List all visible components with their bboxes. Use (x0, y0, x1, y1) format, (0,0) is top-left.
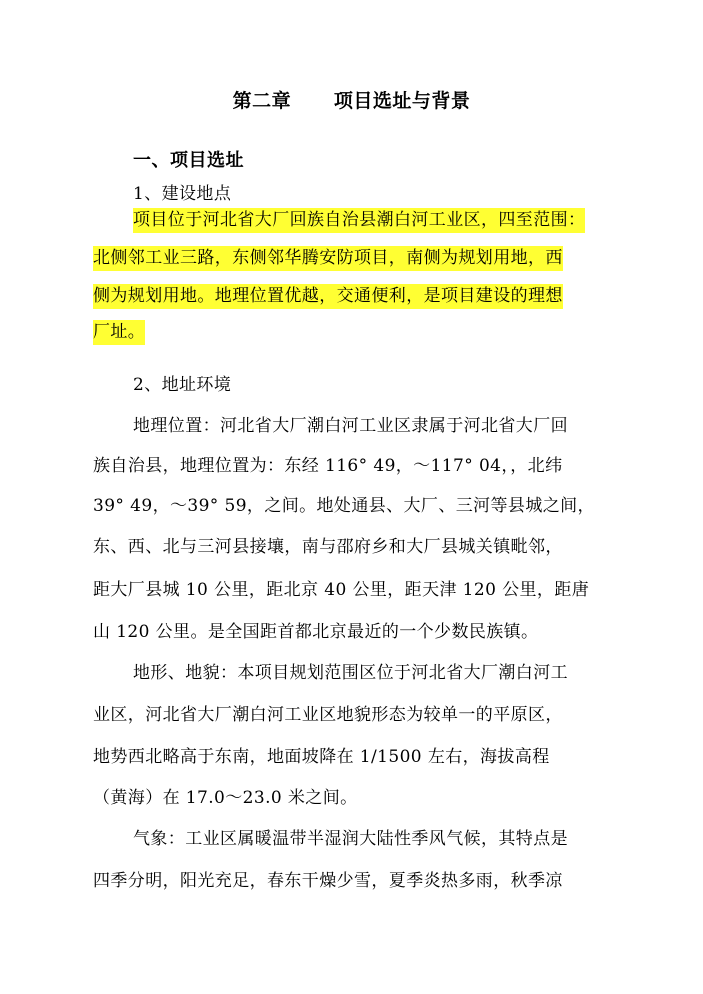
paragraph-line: 山 120 公里。是全国距首都北京最近的一个少数民族镇。 (93, 622, 539, 642)
subsection-title-environment: 2、地址环境 (133, 375, 232, 395)
highlighted-line (93, 284, 563, 308)
paragraph-line: 地形、地貌：本项目规划范围区位于河北省大厂潮白河工 (133, 663, 568, 683)
paragraph-line: 气象：工业区属暖温带半湿润大陆性季风气候，其特点是 (133, 829, 568, 849)
paragraph-line: 地理位置：河北省大厂潮白河工业区隶属于河北省大厂回 (133, 416, 568, 436)
highlighted-line (93, 246, 563, 270)
section-heading: 一、项目选址 (133, 150, 244, 171)
paragraph-line: 族自治县，地理位置为：东经 116° 49，～117° 04，，北纬 (93, 456, 563, 476)
highlighted-text: 北侧邻工业三路，东侧邻华腾安防项目，南侧为规划用地，西 (93, 246, 563, 271)
paragraph-line: 业区，河北省大厂潮白河工业区地貌形态为较单一的平原区， (93, 705, 563, 725)
paragraph-line: 东、西、北与三河县接壤，南与邵府乡和大厂县城关镇毗邻， (93, 537, 563, 557)
highlighted-text: 厂址。 (93, 320, 145, 345)
highlighted-text: 项目位于河北省大厂回族自治县潮白河工业区，四至范围： (133, 208, 585, 233)
highlighted-text: 侧为规划用地。地理位置优越，交通便利，是项目建设的理想 (93, 284, 563, 309)
paragraph-line: 39° 49，～39° 59，之间。地处通县、大厂、三河等县城之间， (93, 496, 595, 516)
paragraph-line: （黄海）在 17.0～23.0 米之间。 (93, 788, 358, 808)
highlighted-line (93, 320, 145, 344)
chapter-title: 第二章 项目选址与背景 (232, 90, 471, 112)
paragraph-line: 地势西北略高于东南，地面坡降在 1/1500 左右，海拔高程 (93, 747, 550, 767)
subsection-title-construction-site: 1、建设地点 (133, 184, 232, 204)
paragraph-line: 距大厂县城 10 公里，距北京 40 公里，距天津 120 公里，距唐 (93, 580, 590, 600)
highlighted-line (133, 208, 585, 232)
paragraph-line: 四季分明，阳光充足，春东干燥少雪，夏季炎热多雨，秋季凉 (93, 871, 563, 891)
